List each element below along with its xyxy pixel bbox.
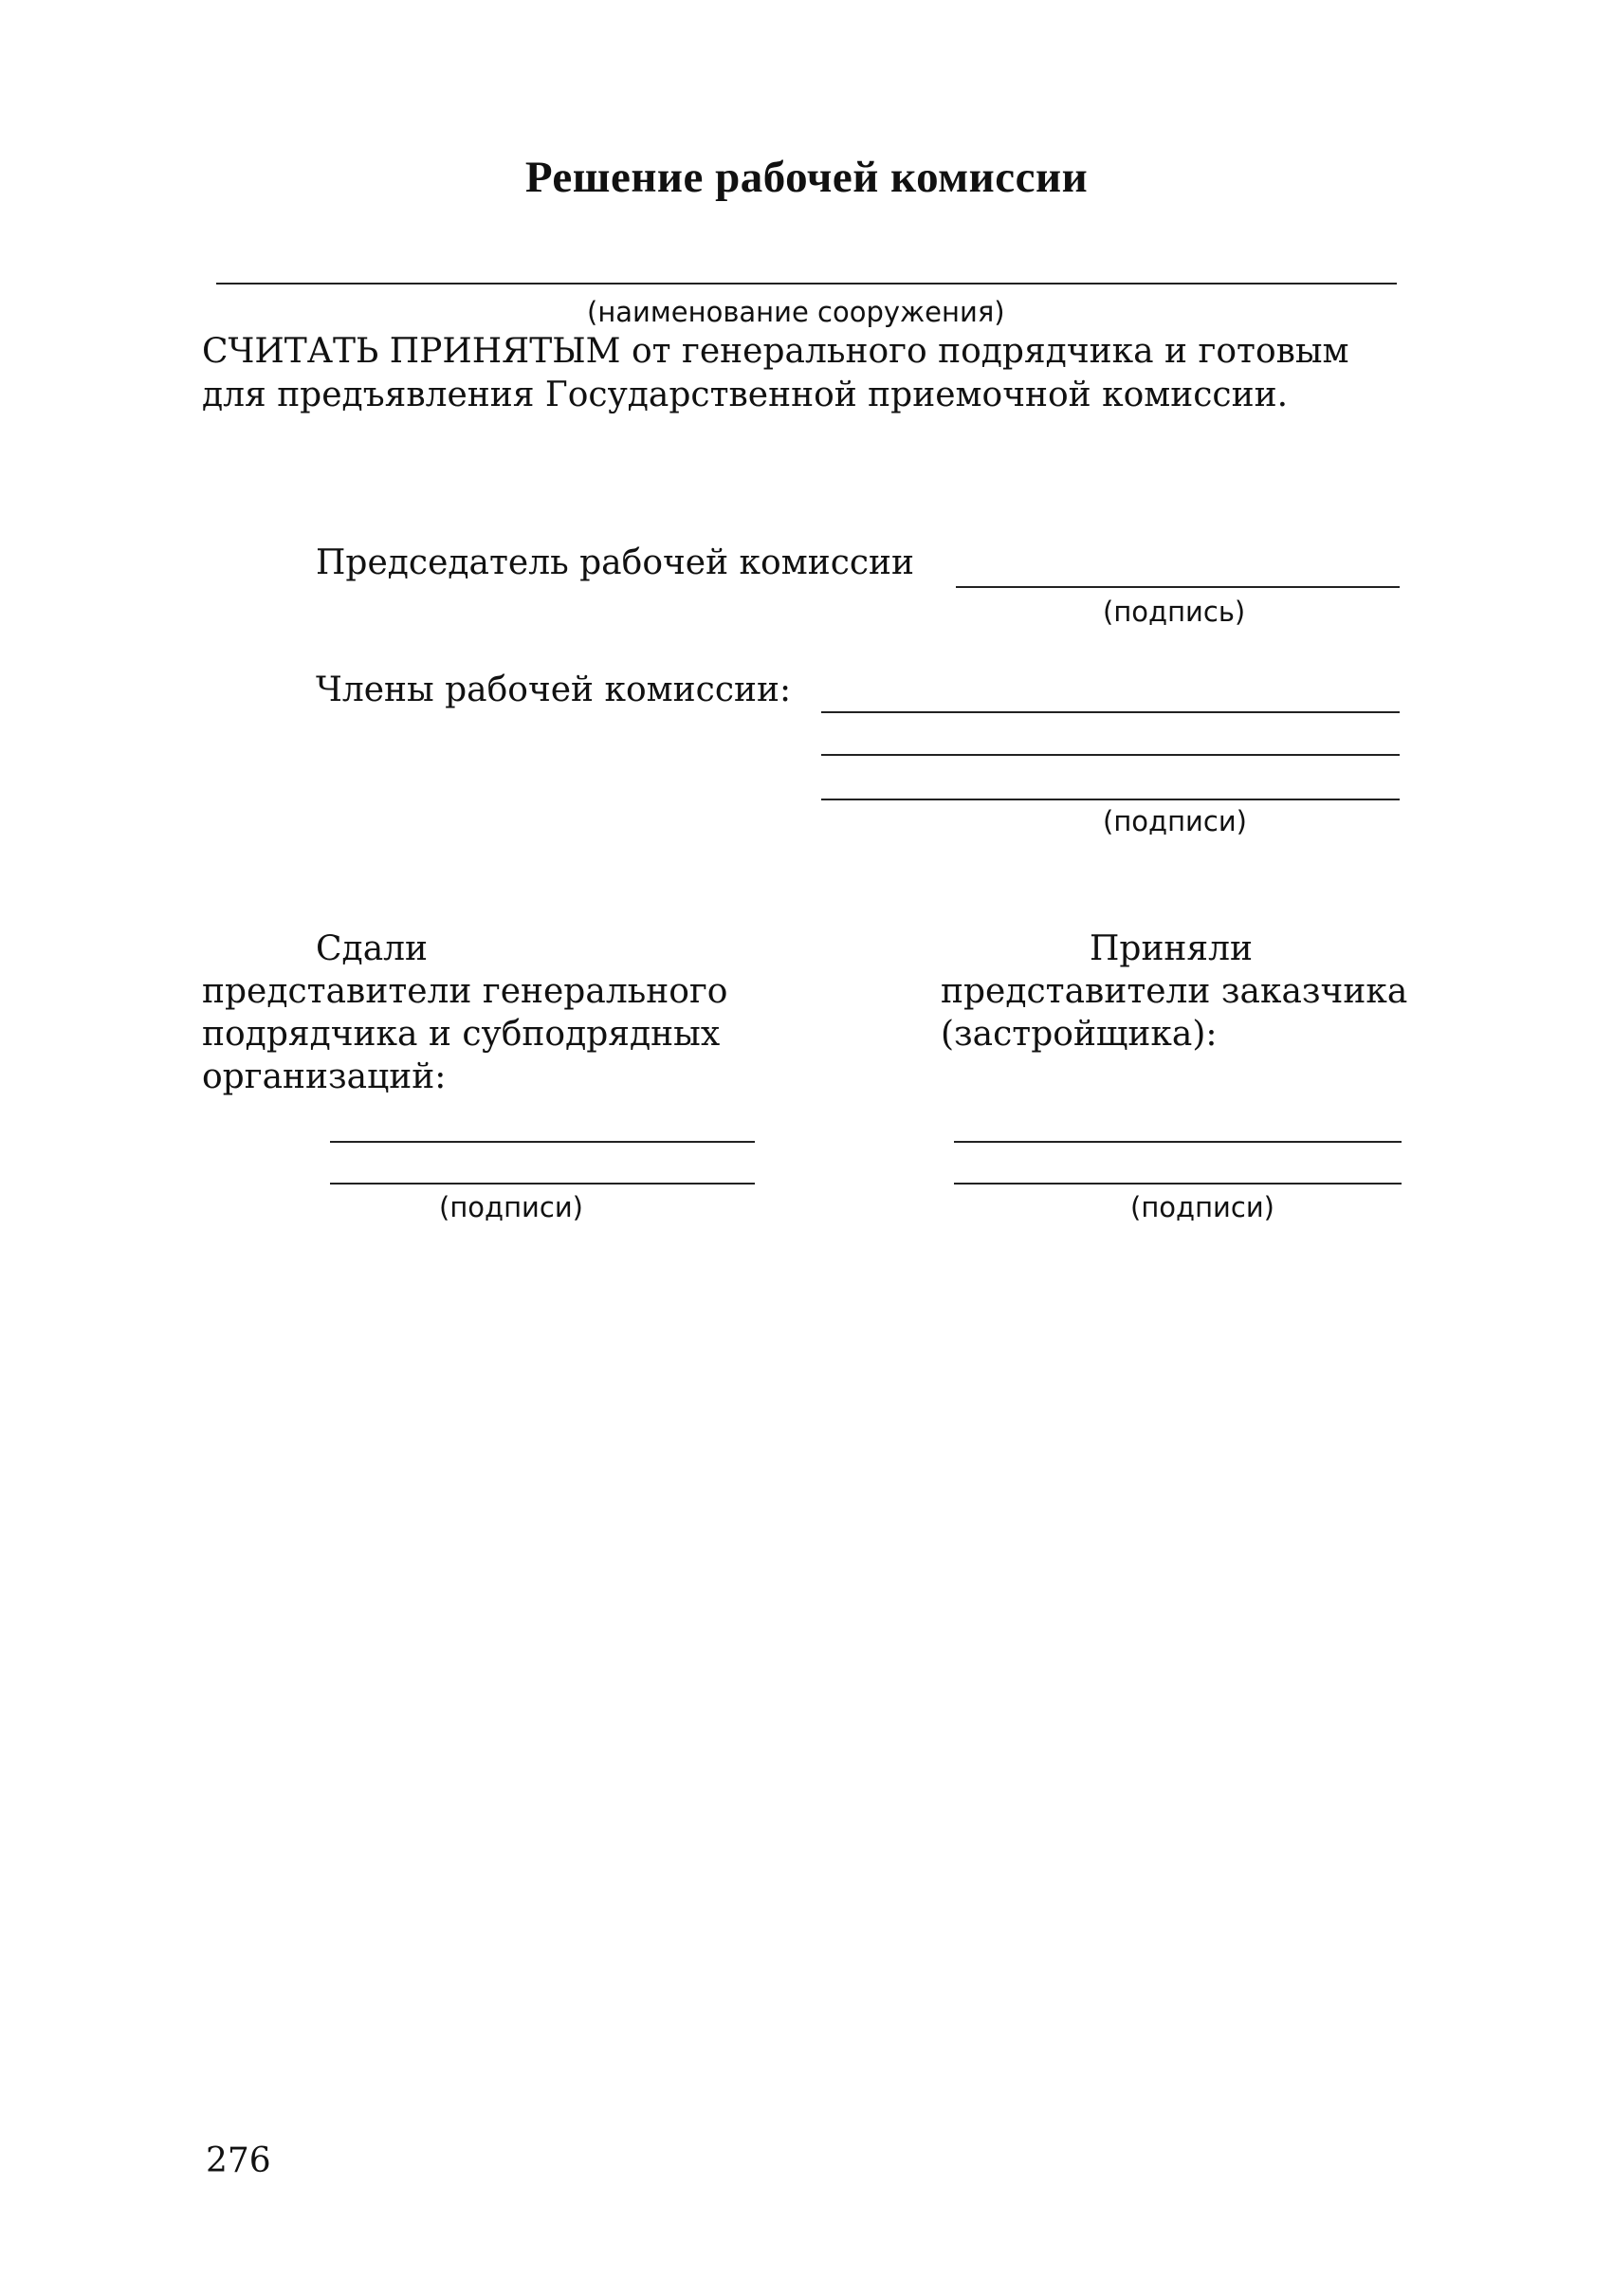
members-signature-caption: (подписи) <box>1103 805 1247 837</box>
chairman-signature-line <box>956 586 1400 588</box>
page-number: 276 <box>206 2141 271 2180</box>
member-signature-line-3 <box>821 799 1400 800</box>
handed-over-signature-line-2 <box>330 1183 755 1185</box>
decision-line-2: для предъявления Государственной приемочной комиссии. <box>202 376 1289 414</box>
member-signature-line-2 <box>821 754 1400 756</box>
member-signature-line-1 <box>821 711 1400 713</box>
accepted-heading: Приняли <box>1090 929 1254 968</box>
facility-name-line <box>216 283 1397 285</box>
accepted-line-2: (застройщика): <box>941 1015 1218 1054</box>
facility-caption: (наименование сооружения) <box>587 296 1005 328</box>
handed-over-line-2: подрядчика и субподрядных <box>202 1015 721 1054</box>
decision-line-1: СЧИТАТЬ ПРИНЯТЫМ от генерального подрядчика и готовым <box>202 332 1349 371</box>
handed-over-line-1: представители генерального <box>202 972 728 1011</box>
members-label: Члены рабочей комиссии: <box>316 670 792 709</box>
accepted-line-1: представители заказчика <box>941 972 1408 1011</box>
handed-over-line-3: организаций: <box>202 1057 447 1096</box>
document-title: Решение рабочей комиссии <box>524 153 1089 202</box>
handed-over-signature-caption: (подписи) <box>439 1191 583 1223</box>
chairman-signature-caption: (подпись) <box>1103 596 1246 628</box>
handed-over-heading: Сдали <box>316 929 429 968</box>
accepted-signature-caption: (подписи) <box>1130 1191 1274 1223</box>
accepted-signature-line-2 <box>954 1183 1402 1185</box>
chairman-label: Председатель рабочей комиссии <box>316 543 915 582</box>
handed-over-signature-line-1 <box>330 1141 755 1143</box>
accepted-signature-line-1 <box>954 1141 1402 1143</box>
